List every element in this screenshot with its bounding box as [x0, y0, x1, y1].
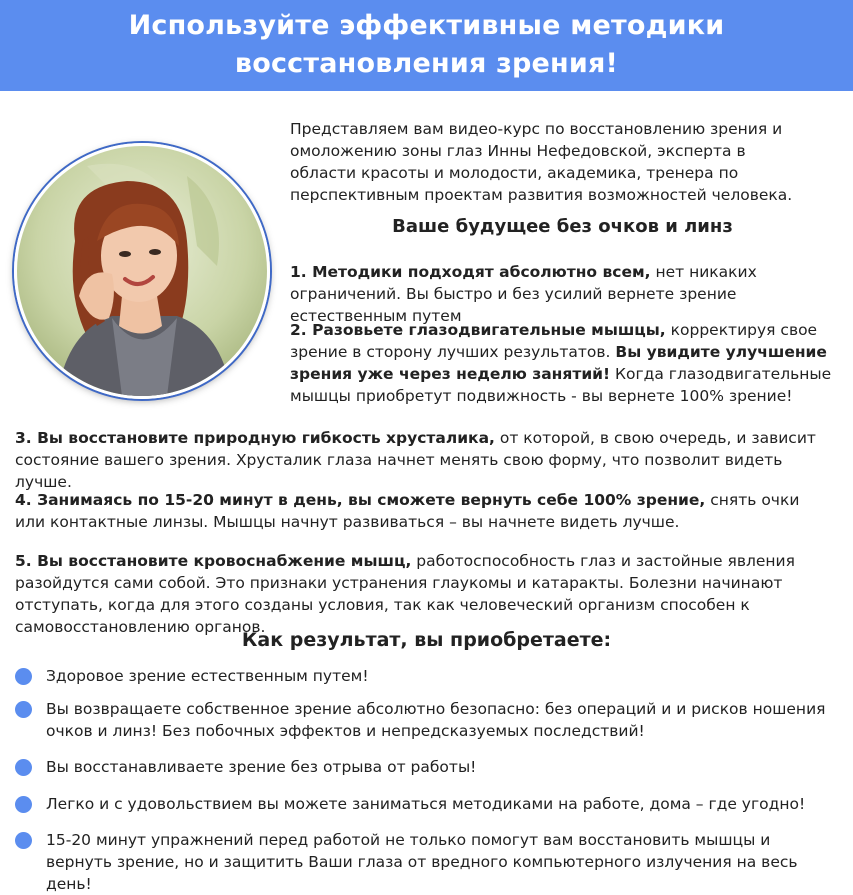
- benefit-point-1: [290, 261, 835, 327]
- intro-text: Представляем вам видео-курс по восстановлению зрения и омоложению зоны глаз Инны Нефедовской, эксперта в области красоты и молодости, академика, тренера по перспективным проектам развития возможностей человека.: [290, 120, 793, 204]
- portrait-photo-icon: [17, 146, 267, 396]
- benefit-point-2-text: корректируя свое зрение в сторону лучших результатов.: [290, 321, 818, 361]
- benefit-point-4: [15, 489, 830, 533]
- header-title-line2: восстановления зрения!: [234, 48, 619, 79]
- benefit-point-3: [15, 427, 830, 493]
- benefit-point-4-bold: 4. Занимаясь по 15-20 минут в день, вы сможете вернуть себе 100% зрение,: [15, 491, 706, 509]
- bullet-dot-icon: [15, 668, 32, 685]
- benefit-point-3-bold: 3. Вы восстановите природную гибкость хрусталика,: [15, 429, 495, 447]
- subheading: Ваше будущее без очков и линз: [392, 216, 733, 237]
- benefit-point-5-bold: 5. Вы восстановите кровоснабжение мышц,: [15, 552, 412, 570]
- result-item-text: Легко и с удовольствием вы можете заниматься методиками на работе, дома – где угодно!: [46, 795, 806, 813]
- bullet-dot-icon: [15, 796, 32, 813]
- bullet-dot-icon: [15, 701, 32, 718]
- benefit-point-2-bold2: Вы увидите улучшение зрения уже через неделю занятий!: [290, 343, 827, 383]
- bullet-dot-icon: [15, 832, 32, 849]
- benefit-point-2: [290, 319, 835, 407]
- benefit-point-5-text: работоспособность глаз и застойные явления разойдутся сами собой. Это признаки устранения глаукомы и катаракты. Болезни начинают отступать, когда для этого созданы условия, так как человеческий организм способен к самовосстановлению органов.: [15, 552, 795, 636]
- benefit-point-2-text2: Когда глазодвигательные мышцы приобретут подвижность - вы вернете 100% зрение!: [290, 365, 832, 405]
- benefit-point-1-bold: 1. Методики подходят абсолютно всем,: [290, 263, 651, 281]
- benefit-point-3-text: от которой, в свою очередь, и зависит состояние вашего зрения. Хрусталик глаза начнет менять свою форму, что позволит видеть лучше.: [15, 429, 816, 491]
- result-item-text: 15-20 минут упражнений перед работой не только помогут вам восстановить мышцы и вернуть зрение, но и защитить Ваши глаза от вредного компьютерного излучения на весь день!: [46, 831, 798, 893]
- result-item-text: Вы возвращаете собственное зрение абсолютно безопасно: без операций и и рисков ношения очков и линз! Без побочных эффектов и непредсказуемых последствий!: [46, 700, 826, 740]
- benefit-point-4-text: снять очки или контактные линзы. Мышцы начнут развиваться – вы начнете видеть лучше.: [15, 491, 800, 531]
- result-item-text: Вы восстанавливаете зрение без отрыва от работы!: [46, 758, 477, 776]
- benefit-point-2-bold: 2. Разовьете глазодвигательные мышцы,: [290, 321, 666, 339]
- header-title-line1: Используйте эффективные методики: [128, 10, 725, 41]
- header-banner: [0, 0, 853, 91]
- author-photo: [14, 143, 270, 399]
- benefit-point-5: [15, 550, 830, 638]
- benefit-point-1-text: нет никаких ограничений. Вы быстро и без усилий вернете зрение естественным путем: [290, 263, 757, 325]
- result-heading: Как результат, вы приобретаете:: [241, 629, 612, 651]
- result-item-text: Здоровое зрение естественным путем!: [46, 667, 369, 685]
- bullet-dot-icon: [15, 759, 32, 776]
